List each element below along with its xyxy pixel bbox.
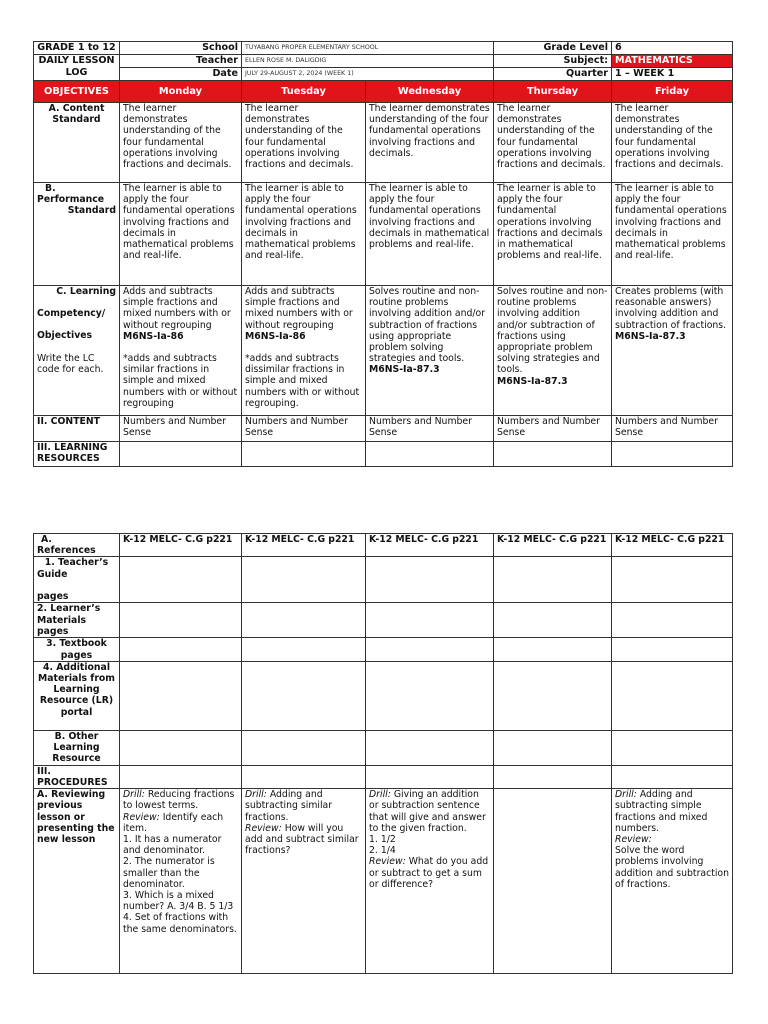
textbook-thursday <box>494 638 612 661</box>
learning-competency-monday <box>120 286 242 416</box>
references-friday: K-12 MELC- C.G p221 <box>612 534 733 557</box>
quarter-value: 1 – WEEK 1 <box>612 68 733 81</box>
learning-resources-monday <box>120 442 242 467</box>
learners-materials-label <box>34 603 120 638</box>
learners-materials-label-line1: 2. Learner’s <box>37 603 101 615</box>
reviewing-monday-item: 1. It has a numerator and denominator. <box>123 834 222 857</box>
teachers-guide-thursday <box>494 557 612 603</box>
performance-standard-thursday: The learner is able to apply the four fundamental operations involving fractions and decimals in mathematical problems and real-life. <box>494 183 612 286</box>
learners-materials-friday <box>612 603 733 638</box>
reviewing-friday-review-text: Solve the word problems involving addition and subtraction of fractions. <box>615 845 730 890</box>
content-standard-friday: The learner demonstrates understanding of the four fundamental operations involving fractions and decimals. <box>612 103 733 183</box>
reviewing-monday-item: 2. The numerator is smaller than the denominator. <box>123 856 215 890</box>
learning-competency-wednesday <box>366 286 494 416</box>
reviewing-wednesday-review <box>369 856 490 890</box>
content-standard-monday: The learner demonstrates understanding of the four fundamental operations involving fractions and decimals. <box>120 103 242 183</box>
reviewing-monday-drill <box>123 789 238 811</box>
lc-tuesday-extra: *adds and subtracts dissimilar fractions in simple and mixed numbers with or without regrouping. <box>245 353 360 409</box>
content-standard-thursday: The learner demonstrates understanding of the four fundamental operations involving fractions and decimals. <box>494 103 612 183</box>
lc-monday-text: Adds and subtracts simple fractions and mixed numbers with or without regrouping <box>123 286 231 331</box>
references-wednesday: K-12 MELC- C.G p221 <box>366 534 494 557</box>
date-label: Date <box>120 68 242 81</box>
reviewing-friday-drill <box>615 789 729 834</box>
performance-standard-row <box>34 183 733 286</box>
content-standard-row <box>34 103 733 183</box>
learners-materials-row <box>34 603 733 638</box>
reviewing-friday-drill-label: Drill: <box>615 789 637 801</box>
reviewing-monday-review-text: Identify each item. <box>123 811 224 834</box>
teachers-guide-row <box>34 557 733 603</box>
learning-competency-label-line3: Objectives <box>37 330 93 342</box>
teacher-label: Teacher <box>120 55 242 68</box>
dll-title-line2: LOG <box>65 67 88 78</box>
school-value: TUYABANG PROPER ELEMENTARY SCHOOL <box>242 42 494 55</box>
content-friday: Numbers and Number Sense <box>612 416 733 442</box>
learners-materials-thursday <box>494 603 612 638</box>
teachers-guide-label-line3: pages <box>37 590 69 602</box>
day-header-friday: Friday <box>612 81 733 103</box>
textbook-label-line2: pages <box>60 649 93 661</box>
additional-materials-tuesday <box>242 661 366 730</box>
day-header-monday: Monday <box>120 81 242 103</box>
other-resource-row <box>34 730 733 765</box>
lc-wednesday-text: Solves routine and non-routine problems involving addition and/or subtraction of fractions using appropriate problem solving strategies and tools. <box>369 286 486 365</box>
reviewing-tuesday-review-text: How will you add and subtract similar fractions? <box>245 822 359 857</box>
learning-competency-note: Write the LC code for each. <box>37 352 104 375</box>
additional-materials-row <box>34 661 733 730</box>
grade-level-value: 6 <box>612 42 733 55</box>
performance-standard-wednesday: The learner is able to apply the four fundamental operations involving fractions and decimals in mathematical problems and real-life. <box>366 183 494 286</box>
learning-competency-thursday <box>494 286 612 416</box>
reviewing-wednesday-review-text: What do you add or subtract to get a sum or difference? <box>369 856 489 890</box>
reviewing-tuesday-drill <box>245 789 362 823</box>
reviewing-friday-drill-text: Adding and subtracting simple fractions and mixed numbers. <box>615 789 708 834</box>
teachers-guide-label-line1: 1. Teacher’s <box>44 557 109 569</box>
reviewing-tuesday-drill-label: Drill: <box>245 789 267 801</box>
content-standard-label: A. Content Standard <box>34 103 120 183</box>
lc-friday-text: Creates problems (with reasonable answers) involving addition and subtraction of fractions. <box>615 286 727 331</box>
learning-resources-tuesday <box>242 442 366 467</box>
content-thursday: Numbers and Number Sense <box>494 416 612 442</box>
learning-resources-label: III. LEARNING RESOURCES <box>34 442 120 467</box>
quarter-label: Quarter <box>494 68 612 81</box>
references-thursday: K-12 MELC- C.G p221 <box>494 534 612 557</box>
learning-resources-row <box>34 442 733 467</box>
performance-standard-label <box>34 183 120 286</box>
references-tuesday: K-12 MELC- C.G p221 <box>242 534 366 557</box>
references-label-line2: References <box>37 545 96 557</box>
content-wednesday: Numbers and Number Sense <box>366 416 494 442</box>
reviewing-wednesday-drill-text: Giving an addition or subtraction sentence that will give and answer to the given fraction. <box>369 789 486 834</box>
date-value: JULY 29-AUGUST 2, 2024 (WEEK 1) <box>242 68 494 81</box>
textbook-label-line1: 3. Textbook <box>46 638 107 650</box>
references-monday: K-12 MELC- C.G p221 <box>120 534 242 557</box>
additional-materials-friday <box>612 661 733 730</box>
reviewing-monday-item: 4. Set of fractions with the same denominators. <box>123 912 237 935</box>
textbook-monday <box>120 638 242 661</box>
teachers-guide-label <box>34 557 120 603</box>
reviewing-friday <box>612 789 733 974</box>
additional-materials-wednesday <box>366 661 494 730</box>
teacher-value: ELLEN ROSE M. DALIGDIG <box>242 55 494 68</box>
learning-competency-label-line2: Competency/ <box>37 308 106 320</box>
learners-materials-tuesday <box>242 603 366 638</box>
learning-competency-tuesday <box>242 286 366 416</box>
performance-standard-tuesday: The learner is able to apply the four fundamental operations involving fractions and decimals in mathematical problems and real-life. <box>242 183 366 286</box>
other-resource-monday <box>120 730 242 765</box>
subject-value: MATHEMATICS <box>612 55 733 68</box>
day-header-wednesday: Wednesday <box>366 81 494 103</box>
textbook-tuesday <box>242 638 366 661</box>
lc-monday-extra: *adds and subtracts similar fractions in simple and mixed numbers with or without regrouping <box>123 353 238 409</box>
reviewing-monday-review-label: Review: <box>123 811 160 823</box>
lc-thursday-text: Solves routine and non-routine problems involving addition and/or subtraction of fractions using appropriate problem solving strategies and tools. <box>497 286 608 376</box>
performance-standard-friday: The learner is able to apply the four fundamental operations involving fractions and decimals in mathematical problems and real-life. <box>612 183 733 286</box>
lc-thursday-code: M6NS-Ia-87.3 <box>497 375 568 387</box>
lc-tuesday-text: Adds and subtracts simple fractions and mixed numbers with or without regrouping <box>245 286 353 331</box>
learning-resources-thursday <box>494 442 612 467</box>
reviewing-wednesday <box>366 789 494 974</box>
references-row <box>34 534 733 557</box>
other-resource-thursday <box>494 730 612 765</box>
content-label: II. CONTENT <box>34 416 120 442</box>
reviewing-monday-drill-text: Reducing fractions to lowest terms. <box>123 789 235 812</box>
daily-lesson-log-table-bottom <box>33 533 733 974</box>
additional-materials-label: 4. Additional Materials from Learning Resource (LR) portal <box>34 661 120 730</box>
textbook-friday <box>612 638 733 661</box>
grade-range: GRADE 1 to 12 <box>34 42 120 55</box>
teachers-guide-wednesday <box>366 557 494 603</box>
school-label: School <box>120 42 242 55</box>
learning-competency-friday <box>612 286 733 416</box>
textbook-row <box>34 638 733 661</box>
teachers-guide-label-line2: Guide <box>37 568 68 580</box>
procedures-monday <box>120 765 242 788</box>
content-row <box>34 416 733 442</box>
lc-friday-code: M6NS-Ia-87.3 <box>615 330 686 342</box>
references-label-line1: A. <box>41 534 52 545</box>
day-header-tuesday: Tuesday <box>242 81 366 103</box>
additional-materials-thursday <box>494 661 612 730</box>
procedures-label: III. PROCEDURES <box>34 765 120 788</box>
performance-standard-label-line3: Standard <box>67 205 116 217</box>
grade-level-label: Grade Level <box>494 42 612 55</box>
reviewing-wednesday-review-label: Review: <box>369 856 406 868</box>
textbook-wednesday <box>366 638 494 661</box>
procedures-row <box>34 765 733 788</box>
reviewing-thursday <box>494 789 612 974</box>
procedures-wednesday <box>366 765 494 788</box>
procedures-thursday <box>494 765 612 788</box>
reviewing-monday-drill-label: Drill: <box>123 789 145 801</box>
learners-materials-label-line3: pages <box>37 625 69 637</box>
learners-materials-wednesday <box>366 603 494 638</box>
daily-lesson-log-table-top <box>33 41 733 467</box>
reviewing-wednesday-item: 1. 1/2 <box>369 834 396 846</box>
procedures-friday <box>612 765 733 788</box>
lc-tuesday-code: M6NS-Ia-86 <box>245 330 306 342</box>
content-standard-tuesday: The learner demonstrates understanding of the four fundamental operations involving fractions and decimals. <box>242 103 366 183</box>
objectives-header: OBJECTIVES <box>34 81 120 103</box>
learners-materials-monday <box>120 603 242 638</box>
learning-resources-friday <box>612 442 733 467</box>
reviewing-friday-review-label: Review: <box>615 834 652 846</box>
learning-competency-row <box>34 286 733 416</box>
other-resource-friday <box>612 730 733 765</box>
learning-competency-label <box>34 286 120 416</box>
reviewing-row <box>34 789 733 974</box>
other-resource-tuesday <box>242 730 366 765</box>
reviewing-tuesday-drill-text: Adding and subtracting similar fractions. <box>245 789 333 823</box>
day-header-thursday: Thursday <box>494 81 612 103</box>
content-standard-wednesday: The learner demonstrates understanding of the four fundamental operations involving fractions and decimals. <box>366 103 494 183</box>
reviewing-monday <box>120 789 242 974</box>
procedures-tuesday <box>242 765 366 788</box>
textbook-label <box>34 638 120 661</box>
reviewing-label: A. Reviewing previous lesson or presenting the new lesson <box>34 789 120 974</box>
content-tuesday: Numbers and Number Sense <box>242 416 366 442</box>
reviewing-wednesday-drill <box>369 789 490 834</box>
reviewing-tuesday <box>242 789 366 974</box>
reviewing-tuesday-review-label: Review: <box>245 822 282 834</box>
reviewing-wednesday-drill-label: Drill: <box>369 789 391 801</box>
dll-title-line1: DAILY LESSON <box>38 55 115 66</box>
teachers-guide-friday <box>612 557 733 603</box>
dll-title <box>34 55 120 81</box>
content-monday: Numbers and Number Sense <box>120 416 242 442</box>
reviewing-tuesday-review <box>245 823 362 857</box>
additional-materials-monday <box>120 661 242 730</box>
reviewing-wednesday-item: 2. 1/4 <box>369 845 396 857</box>
other-resource-label: B. Other Learning Resource <box>34 730 120 765</box>
performance-standard-monday: The learner is able to apply the four fundamental operations involving fractions and decimals in mathematical problems and real-life. <box>120 183 242 286</box>
performance-standard-label-line1: B. <box>45 183 56 194</box>
reviewing-monday-item: 3. Which is a mixed number? A. 3/4 B. 5 1/3 <box>123 890 234 913</box>
teachers-guide-monday <box>120 557 242 603</box>
teachers-guide-tuesday <box>242 557 366 603</box>
learners-materials-label-line2: Materials <box>37 614 87 626</box>
lc-monday-code: M6NS-Ia-86 <box>123 330 184 342</box>
learning-resources-wednesday <box>366 442 494 467</box>
references-label <box>34 534 120 557</box>
learning-competency-label-line1: C. Learning <box>56 286 116 297</box>
subject-label: Subject: <box>494 55 612 68</box>
other-resource-wednesday <box>366 730 494 765</box>
reviewing-monday-review <box>123 812 238 834</box>
performance-standard-label-line2: Performance <box>37 194 105 206</box>
lc-wednesday-code: M6NS-Ia-87.3 <box>369 364 440 376</box>
